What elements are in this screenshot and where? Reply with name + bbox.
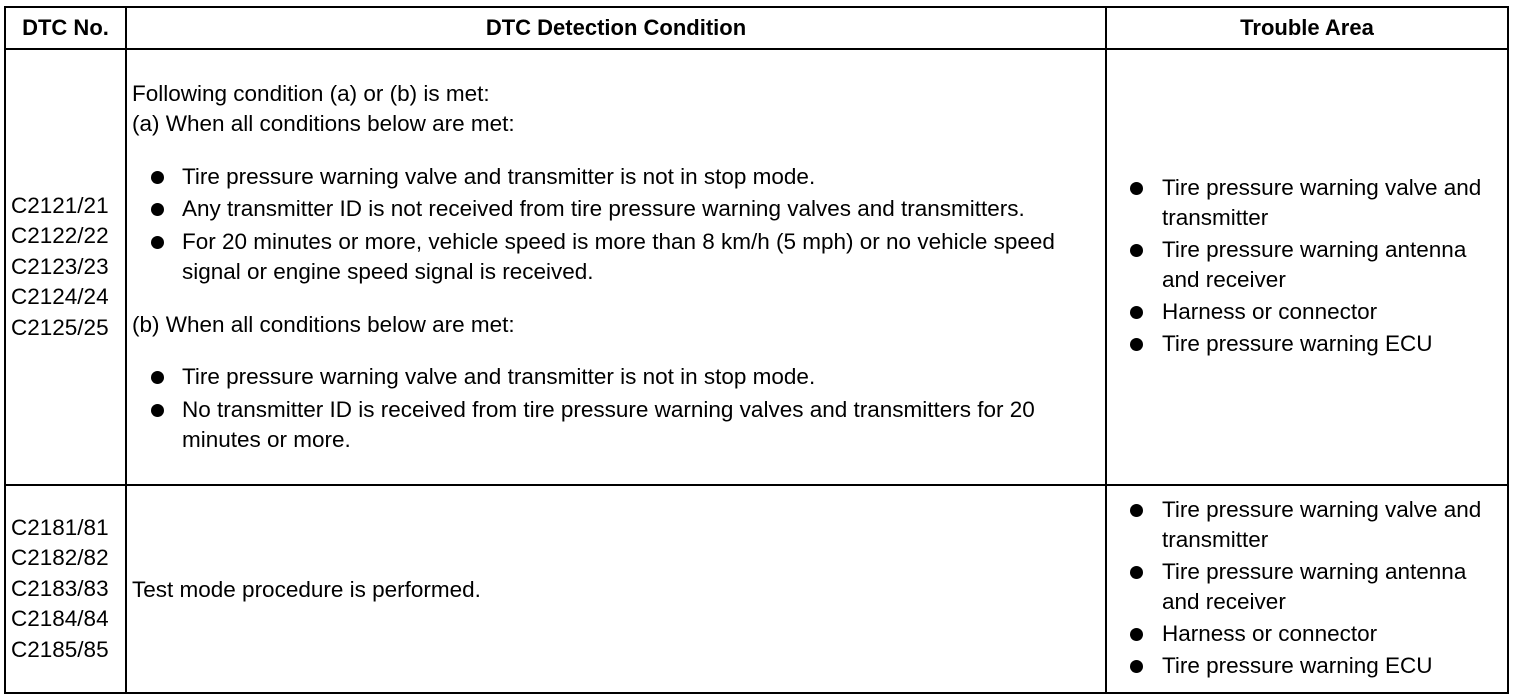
list-item-text: Tire pressure warning valve and transmitter (1162, 497, 1482, 552)
list-item-text: Tire pressure warning ECU (1162, 331, 1433, 356)
list-item (132, 227, 1099, 288)
list-item-text: Harness or connector (1162, 621, 1378, 646)
list-item (132, 194, 1099, 225)
condition-intro: Following condition (a) or (b) is met: (132, 80, 490, 106)
dtc-code: C2123/23 (11, 253, 109, 279)
header-trouble-area: Trouble Area (1106, 7, 1508, 49)
list-item (1107, 557, 1503, 617)
dtc-code: C2121/21 (11, 192, 109, 218)
dtc-code: C2122/22 (11, 223, 109, 249)
list-item (132, 362, 1099, 393)
bullet-icon (1130, 338, 1143, 351)
condition-b-heading: (b) When all conditions below are met: (132, 311, 515, 337)
dtc-codes-cell (5, 49, 126, 485)
list-item (1107, 619, 1503, 649)
bullet-icon (1130, 566, 1143, 579)
condition-a-list (132, 162, 1099, 288)
condition-b-list (132, 362, 1099, 456)
list-item (132, 395, 1099, 456)
list-item-text: Harness or connector (1162, 299, 1378, 324)
dtc-code: C2125/25 (11, 314, 109, 340)
list-item-text: Tire pressure warning antenna and receiver (1162, 559, 1467, 614)
header-row (5, 7, 1508, 49)
dtc-table (4, 6, 1509, 694)
list-item-text: Tire pressure warning ECU (1162, 653, 1433, 678)
dtc-code: C2183/83 (11, 575, 109, 601)
bullet-icon (151, 404, 164, 417)
list-item-text: Tire pressure warning valve and transmitter is not in stop mode. (182, 364, 816, 389)
dtc-code: C2181/81 (11, 514, 109, 540)
dtc-codes-cell (5, 485, 126, 693)
bullet-icon (151, 171, 164, 184)
list-item (1107, 651, 1503, 681)
trouble-area-cell (1106, 485, 1508, 693)
dtc-code: C2185/85 (11, 636, 109, 662)
header-dtc-no: DTC No. (5, 7, 126, 49)
bullet-icon (151, 203, 164, 216)
dtc-code: C2184/84 (11, 606, 109, 632)
list-item-text: Tire pressure warning antenna and receiver (1162, 237, 1467, 292)
table-row (5, 485, 1508, 693)
trouble-area-list (1107, 495, 1503, 681)
trouble-area-list (1107, 173, 1503, 359)
list-item (1107, 235, 1503, 295)
list-item (1107, 173, 1503, 233)
condition-a-heading: (a) When all conditions below are met: (132, 111, 515, 136)
list-item-text: No transmitter ID is received from tire pressure warning valves and transmitters for 20 minutes or more. (182, 396, 1035, 452)
list-item (1107, 495, 1503, 555)
trouble-area-cell (1106, 49, 1508, 485)
list-item-text: Any transmitter ID is not received from tire pressure warning valves and transmitters. (182, 196, 1025, 221)
dtc-code: C2124/24 (11, 284, 109, 310)
list-item (132, 162, 1099, 193)
list-item (1107, 329, 1503, 359)
list-item-text: Tire pressure warning valve and transmitter (1162, 175, 1482, 230)
bullet-icon (1130, 182, 1143, 195)
dtc-code: C2182/82 (11, 545, 109, 571)
bullet-icon (1130, 244, 1143, 257)
bullet-icon (1130, 628, 1143, 641)
bullet-icon (1130, 306, 1143, 319)
bullet-icon (151, 371, 164, 384)
list-item-text: For 20 minutes or more, vehicle speed is more than 8 km/h (5 mph) or no vehicle speed signal or engine speed signal is received. (182, 228, 1055, 284)
bullet-icon (1130, 504, 1143, 517)
table-row (5, 49, 1508, 485)
bullet-icon (1130, 660, 1143, 673)
condition-text: Test mode procedure is performed. (132, 576, 481, 602)
detection-condition-cell (126, 49, 1106, 485)
list-item (1107, 297, 1503, 327)
detection-condition-cell (126, 485, 1106, 693)
header-detection-condition: DTC Detection Condition (126, 7, 1106, 49)
bullet-icon (151, 236, 164, 249)
list-item-text: Tire pressure warning valve and transmitter is not in stop mode. (182, 163, 816, 189)
